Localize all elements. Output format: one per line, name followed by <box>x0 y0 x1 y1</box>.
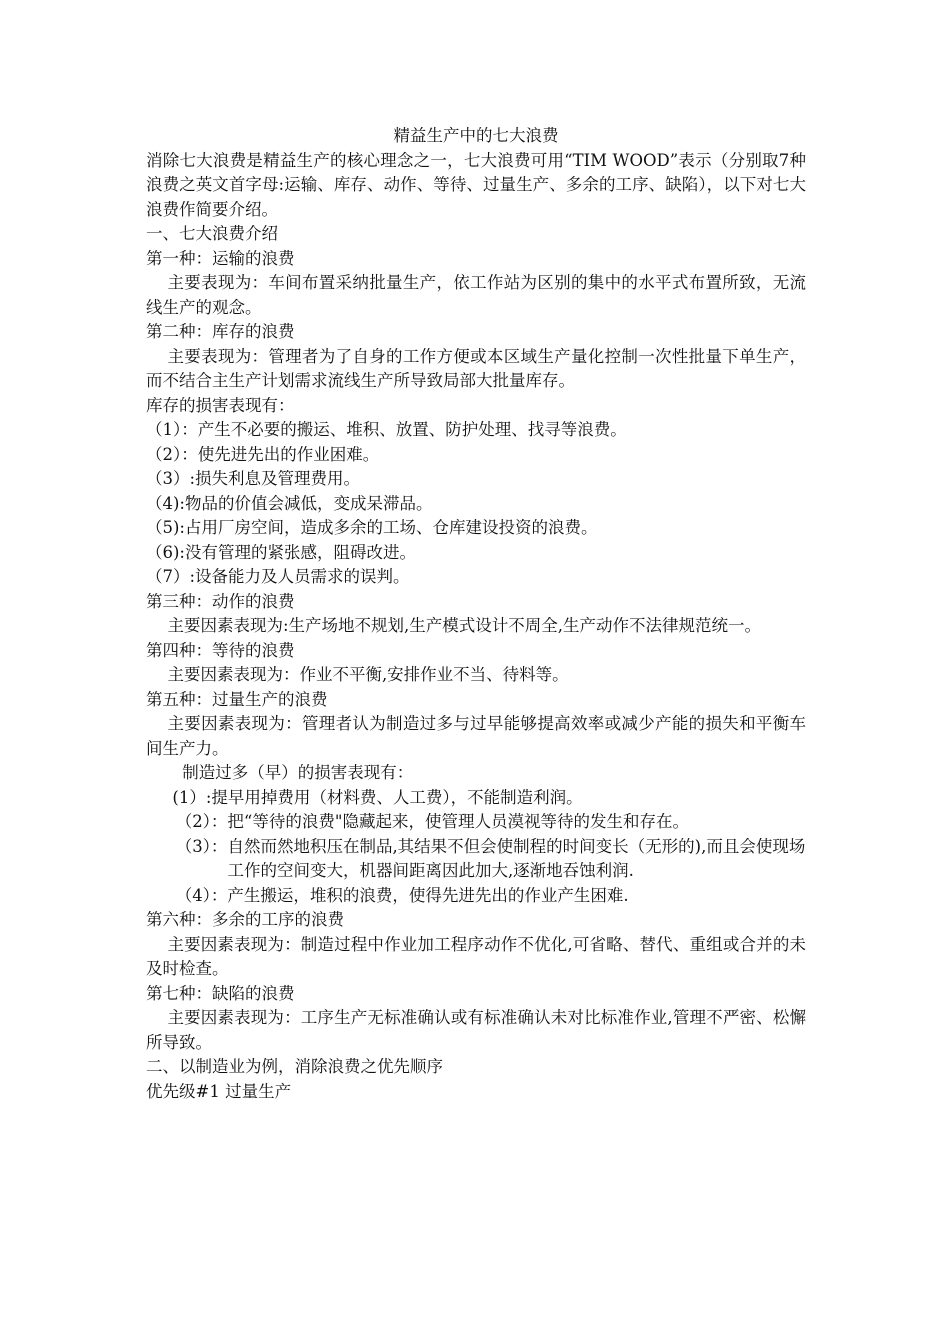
section-heading-2: 二、以制造业为例，消除浪费之优先顺序 <box>146 1057 443 1076</box>
waste-2-body: 主要表现为：管理者为了自身的工作方便或本区域生产量化控制一次性批量下单生产，而不结合主生产计划需求流线生产所导致局部大批量库存。 <box>146 346 806 390</box>
intro-paragraph: 消除七大浪费是精益生产的核心理念之一，七大浪费可用“TIM WOOD”表示（分别取7种浪费之英文首字母:运输、库存、动作、等待、过量生产、多余的工序、缺陷），以下对七大浪费作简要介绍。 <box>146 150 806 219</box>
item-number: （3）： <box>175 836 228 856</box>
inventory-harm-item: （3）:损失利息及管理费用。 <box>146 469 361 488</box>
waste-3-body: 主要因素表现为:生产场地不规划,生产模式设计不周全,生产动作不法律规范统一。 <box>167 616 761 635</box>
overproduction-harm-item: (1）:提早用掉费用（材料费、人工费），不能制造利润。 <box>172 787 583 807</box>
overproduction-harm-item: （2）：把“等待的浪费"隐藏起来，使管理人员漠视等待的发生和存在。 <box>175 812 689 831</box>
waste-7-heading: 第七种：缺陷的浪费 <box>146 983 295 1003</box>
overproduction-harm-item: （4）：产生搬运，堆积的浪费，使得先进先出的作业产生困难. <box>175 885 629 905</box>
inventory-harm-item: （2）：使先进先出的作业困难。 <box>146 444 380 464</box>
overproduction-harm-title: 制造过多（早）的损害表现有： <box>182 763 414 782</box>
waste-7-body: 主要因素表现为：工序生产无标准确认或有标准确认未对比标准作业,管理不严密、松懈所导致。 <box>146 1008 806 1052</box>
waste-5-body: 主要因素表现为：管理者认为制造过多与过早能够提高效率或减少产能的损失和平衡车间生产力。 <box>146 714 806 758</box>
waste-4-body: 主要因素表现为：作业不平衡,安排作业不当、待料等。 <box>167 665 569 684</box>
inventory-harm-item: （6):没有管理的紧张感，阻碍改进。 <box>146 542 416 562</box>
section-heading-1: 一、七大浪费介绍 <box>146 224 278 243</box>
item-text: 自然而然地积压在制品,其结果不但会使制程的时间变长（无形的),而且会使现场工作的空间变大，机器间距离因此加大,逐渐地吞蚀利润. <box>227 836 806 880</box>
inventory-harm-item: （4):物品的价值会减低，变成呆滞品。 <box>146 493 433 513</box>
waste-1-body: 主要表现为：车间布置采纳批量生产，依工作站为区别的集中的水平式布置所致，无流线生产的观念。 <box>146 273 806 317</box>
inventory-harm-title: 库存的损害表现有： <box>146 395 295 415</box>
document-title: 精益生产中的七大浪费 <box>393 126 559 145</box>
overproduction-harm-item <box>146 835 806 884</box>
document-page <box>146 124 806 1104</box>
priority-item: 优先级#1 过量生产 <box>146 1081 292 1101</box>
inventory-harm-item: （7）:设备能力及人员需求的误判。 <box>146 567 410 586</box>
waste-4-heading: 第四种：等待的浪费 <box>146 640 295 660</box>
waste-6-body: 主要因素表现为：制造过程中作业加工程序动作不优化,可省略、替代、重组或合并的未及时检查。 <box>146 934 806 978</box>
waste-2-heading: 第二种：库存的浪费 <box>146 322 295 341</box>
waste-3-heading: 第三种：动作的浪费 <box>146 591 295 611</box>
inventory-harm-item: （1）：产生不必要的搬运、堆积、放置、防护处理、找寻等浪费。 <box>146 420 627 439</box>
inventory-harm-item: （5):占用厂房空间，造成多余的工场、仓库建设投资的浪费。 <box>146 518 598 537</box>
waste-6-heading: 第六种：多余的工序的浪费 <box>146 910 344 929</box>
waste-5-heading: 第五种：过量生产的浪费 <box>146 689 328 709</box>
waste-1-heading: 第一种：运输的浪费 <box>146 248 295 268</box>
